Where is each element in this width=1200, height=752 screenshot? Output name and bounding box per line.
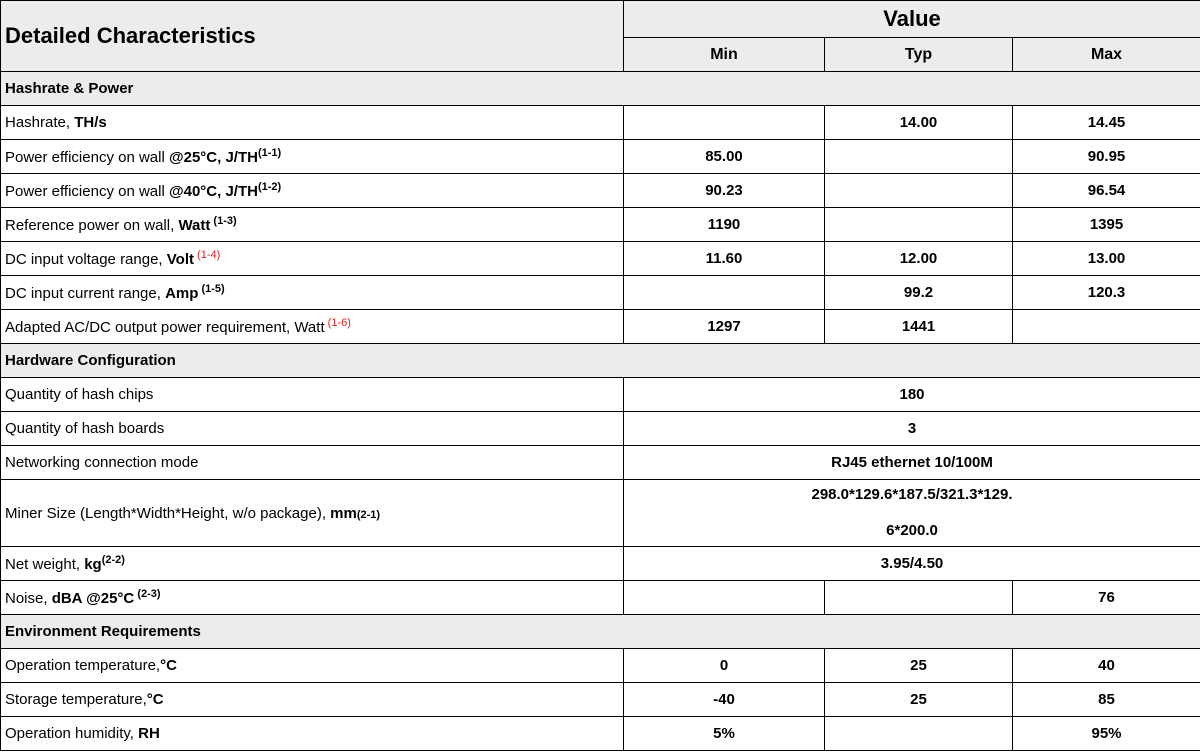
table-row <box>1 242 1200 276</box>
table-row <box>1 140 1200 174</box>
typ-cell <box>825 208 1013 242</box>
row-label: Operation humidity, RH <box>1 717 624 751</box>
max-cell: 14.45 <box>1013 106 1200 140</box>
min-cell: 90.23 <box>624 174 825 208</box>
min-cell <box>624 581 825 615</box>
value-cell: 3.95/4.50 <box>624 547 1200 581</box>
max-cell: 76 <box>1013 581 1200 615</box>
table-row <box>1 106 1200 140</box>
min-cell <box>624 276 825 310</box>
row-label: DC input voltage range, Volt $^{(1-4)}$ <box>1 242 624 276</box>
max-cell <box>1013 310 1200 344</box>
table-row <box>1 717 1200 751</box>
min-cell: 0 <box>624 649 825 683</box>
min-header: Min <box>624 38 825 72</box>
value-cell: RJ45 ethernet 10/100M <box>624 446 1200 480</box>
typ-cell: 14.00 <box>825 106 1013 140</box>
value-cell: 180 <box>624 378 1200 412</box>
value-cell: 298.0*129.6*187.5/321.3*129. 6*200.0 <box>624 480 1200 547</box>
max-cell: 13.00 <box>1013 242 1200 276</box>
value-header: Value <box>624 1 1200 38</box>
max-header: Max <box>1013 38 1200 72</box>
min-cell <box>624 106 825 140</box>
table-row <box>1 412 1200 446</box>
table-row <box>1 547 1200 581</box>
row-label: Power efficiency on wall @25°C, J/TH$^{(1-1)}$ <box>1 140 624 174</box>
section-row-hashrate-power <box>1 72 1200 106</box>
typ-cell: 99.2 <box>825 276 1013 310</box>
row-label: Quantity of hash boards <box>1 412 624 446</box>
min-cell: 85.00 <box>624 140 825 174</box>
max-cell: 95% <box>1013 717 1200 751</box>
row-label: Power efficiency on wall @40°C, J/TH$^{(1-2)}$ <box>1 174 624 208</box>
section-title: Hardware Configuration <box>1 344 1200 378</box>
table-row <box>1 276 1200 310</box>
row-label: Hashrate, TH/s <box>1 106 624 140</box>
section-row-environment-requirements <box>1 615 1200 649</box>
table-row <box>1 649 1200 683</box>
max-cell: 120.3 <box>1013 276 1200 310</box>
min-cell: -40 <box>624 683 825 717</box>
min-cell: 1297 <box>624 310 825 344</box>
table-row <box>1 581 1200 615</box>
table-header-row <box>1 1 1200 38</box>
row-label: Net weight, $kg^{(2-2)}$ <box>1 547 624 581</box>
table-row <box>1 446 1200 480</box>
max-cell: 96.54 <box>1013 174 1200 208</box>
typ-cell <box>825 581 1013 615</box>
table-row <box>1 208 1200 242</box>
typ-cell: 25 <box>825 649 1013 683</box>
max-cell: 1395 <box>1013 208 1200 242</box>
row-label: Operation temperature,°C <box>1 649 624 683</box>
section-title: Environment Requirements <box>1 615 1200 649</box>
value-cell: 3 <box>624 412 1200 446</box>
typ-cell: 25 <box>825 683 1013 717</box>
section-title: Hashrate & Power <box>1 72 1200 106</box>
row-label: Quantity of hash chips <box>1 378 624 412</box>
row-label: Noise, dBA @25°C $^{(2-3)}$ <box>1 581 624 615</box>
row-label: Miner Size (Length*Width*Height, w/o package), mm(2-1) <box>1 480 624 547</box>
typ-cell <box>825 717 1013 751</box>
section-row-hardware-configuration <box>1 344 1200 378</box>
row-label: Adapted AC/DC output power requirement, Watt $^{(1-6)}$ <box>1 310 624 344</box>
row-label: Storage temperature,°C <box>1 683 624 717</box>
table-row <box>1 480 1200 547</box>
table-title: Detailed Characteristics <box>1 1 624 72</box>
typ-cell: 1441 <box>825 310 1013 344</box>
typ-cell: 12.00 <box>825 242 1013 276</box>
max-cell: 40 <box>1013 649 1200 683</box>
typ-cell <box>825 174 1013 208</box>
max-cell: 85 <box>1013 683 1200 717</box>
row-label: Reference power on wall, Watt $^{(1-3)}$ <box>1 208 624 242</box>
table-row <box>1 174 1200 208</box>
min-cell: 1190 <box>624 208 825 242</box>
typ-cell <box>825 140 1013 174</box>
row-label: DC input current range, Amp $^{(1-5)}$ <box>1 276 624 310</box>
table-row <box>1 683 1200 717</box>
min-cell: 5% <box>624 717 825 751</box>
table-row <box>1 378 1200 412</box>
typ-header: Typ <box>825 38 1013 72</box>
max-cell: 90.95 <box>1013 140 1200 174</box>
min-cell: 11.60 <box>624 242 825 276</box>
row-label: Networking connection mode <box>1 446 624 480</box>
table-row <box>1 310 1200 344</box>
